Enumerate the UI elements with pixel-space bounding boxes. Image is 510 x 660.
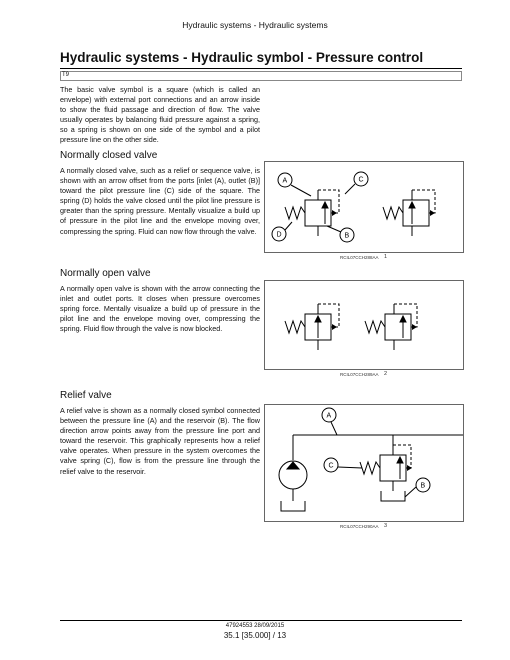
intro-paragraph: The basic valve symbol is a square (which is called an envelope) with external port connections and an arrow inside to show the fluid passage and direction of flow. The valve usually operates by balancing fluid pressure against a spring, so a spring is shown on one side of the symbol and a pilot pressure line on the other side. (60, 85, 260, 145)
figure-1-number: 1 (384, 254, 388, 260)
running-head: Hydraulic systems - Hydraulic systems (182, 20, 328, 30)
reservoir-right (381, 491, 405, 501)
section-text-normally-closed: A normally closed valve, such as a relief or sequence valve, is shown with an arrow offset from the ports [inlet (A), outlet (B)] toward the pilot pressure line (C) side of the square. The spring (D) holds the valve closed until the pilot line pressure is greater than the spring pressure. Mentally visualize a build up of pressure in the pilot line and the envelope moving over, compressing the spring. Fluid can now flow through the valve. (60, 166, 260, 236)
section-heading-normally-closed: Normally closed valve (60, 150, 158, 161)
section-heading-normally-open: Normally open valve (60, 268, 151, 279)
section-text-relief-valve: A relief valve is shown as a normally closed symbol connected between the pressure line (A) and the reservoir (B). The flow direction arrow points away from the pressure line port and toward the reservoir. This graphically represents how a relief valve operates. When pressure in the system overcomes the valve spring (C), flow is from the pressure line through the relief valve to the reservoir. (60, 406, 260, 476)
reservoir-left (281, 501, 305, 511)
figure-2-number: 2 (384, 371, 388, 377)
relief-callout-C: C (328, 462, 334, 470)
figure-3-number: 3 (384, 523, 388, 529)
figure-3-ref: RCIL07CCH290AA (340, 524, 379, 529)
valve-envelope (305, 200, 331, 226)
spring-symbol (285, 207, 305, 219)
figure-normally-open (264, 280, 464, 370)
callout-A-label: A (282, 177, 288, 185)
normally-open-diagram (265, 281, 463, 369)
figure-normally-closed (264, 161, 464, 253)
relief-spring (360, 462, 380, 474)
callout-B-label: B (344, 232, 350, 240)
normally-closed-diagram (265, 162, 463, 252)
relief-valve-envelope (380, 455, 406, 481)
section-heading-relief-valve: Relief valve (60, 390, 112, 401)
footer-page-number: 35.1 [35.000] / 13 (223, 631, 287, 640)
relief-callout-A: A (326, 412, 332, 420)
callout-D-label: D (276, 231, 282, 239)
relief-valve-diagram (265, 405, 463, 521)
tag-box (60, 71, 462, 81)
topic-tag: T9 (62, 72, 70, 78)
page-title: Hydraulic systems - Hydraulic symbol - Pressure control (60, 50, 424, 65)
footer-rule (60, 620, 462, 621)
section-text-normally-open: A normally open valve is shown with the arrow connecting the inlet and outlet ports. It closes when pressure overcomes spring force. Mentally visualize a build up of pressure in the pilot line and the envelope moving over, compressing the spring. Fluid flow through the valve is now blocked. (60, 284, 260, 334)
figure-relief-valve (264, 404, 464, 522)
footer-doc-id: 47924553 28/09/2015 (225, 623, 285, 629)
callout-C-label: C (358, 176, 364, 184)
relief-callout-B: B (420, 482, 426, 490)
title-rule (60, 68, 462, 69)
figure-1-ref: RCIL07CCH288AA (340, 255, 379, 260)
figure-2-ref: RCIL07CCH289AA (340, 372, 379, 377)
